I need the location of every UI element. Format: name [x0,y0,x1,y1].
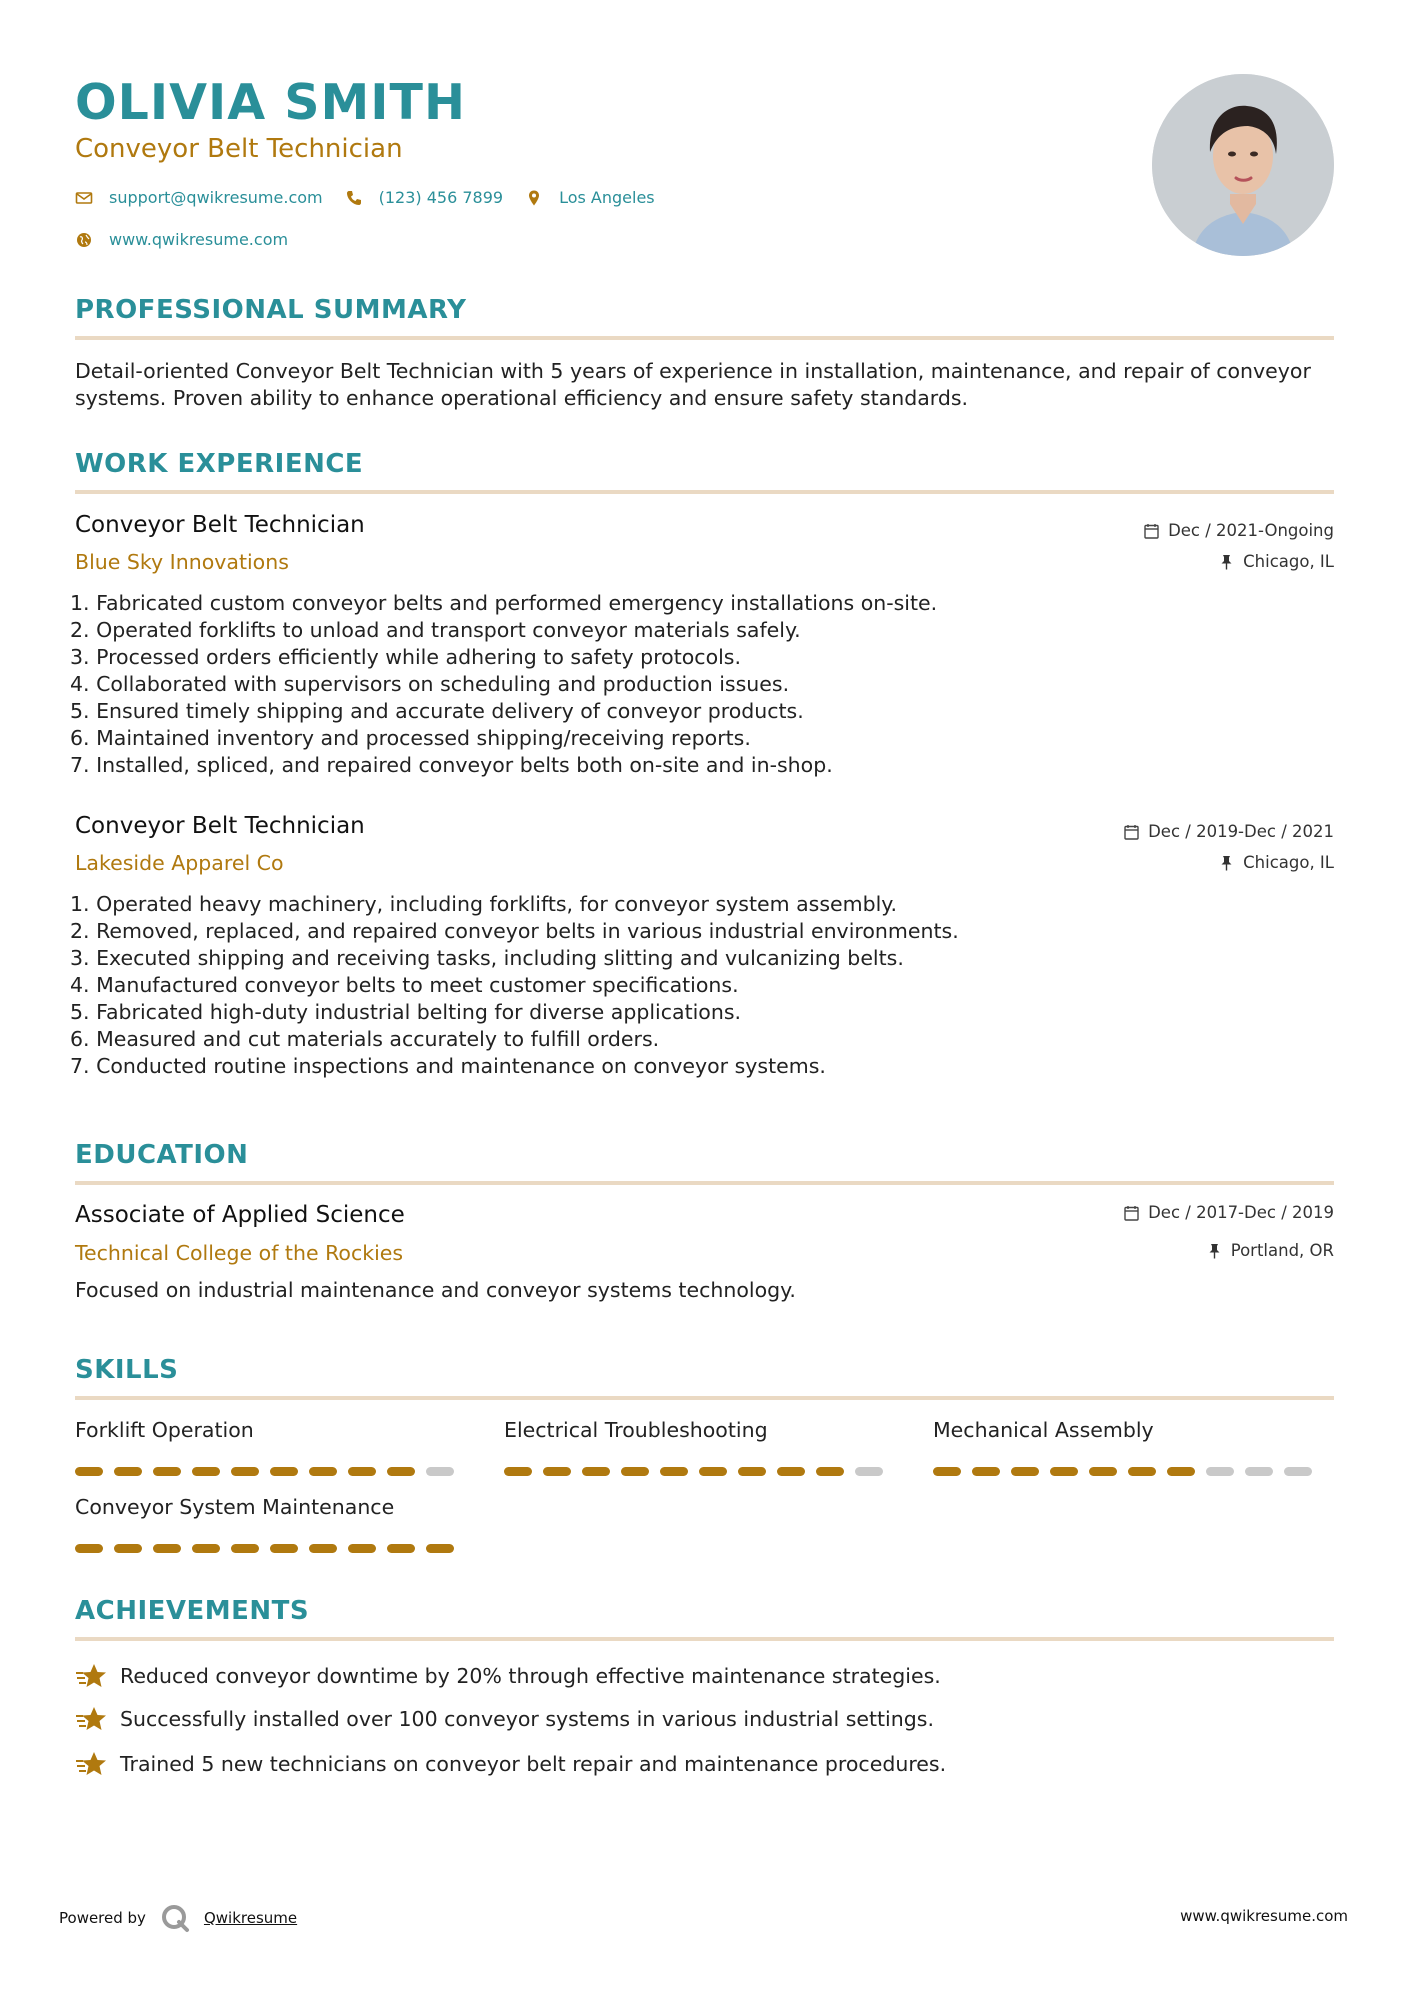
list-item: 5. Ensured timely shipping and accurate delivery of conveyor products. [70,699,804,723]
skill-dot-filled [192,1544,220,1553]
achievement-item [75,1662,941,1690]
qwikresume-logo-icon [160,1903,190,1933]
job-location-text: Chicago, IL [1243,853,1334,872]
experience-heading: WORK EXPERIENCE [75,449,364,479]
job-role: Conveyor Belt Technician [75,512,365,538]
list-item: 7. Conducted routine inspections and maintenance on conveyor systems. [70,1054,826,1078]
experience-divider [75,490,1334,494]
candidate-name: OLIVIA SMITH [75,74,466,131]
profile-photo [1152,74,1334,256]
education-divider [75,1181,1334,1185]
summary-text: Detail-oriented Conveyor Belt Technician with 5 years of experience in installation, maintenance, and repair of conveyor systems. Proven ability to enhance operational efficiency and ensure safety standards. [75,359,1311,410]
powered-by-label: Powered by [59,1909,146,1927]
achievements-divider [75,1637,1334,1641]
skill-dot-filled [1167,1467,1195,1476]
job-dates [1124,822,1334,841]
skill-rating [75,1544,465,1553]
skill-dot-empty [426,1467,454,1476]
calendar-icon [1144,523,1159,539]
skill-dot-filled [504,1467,532,1476]
star-icon [75,1750,107,1778]
brand-link[interactable]: Qwikresume [203,1909,298,1927]
portrait-image [1152,74,1334,256]
list-item: 7. Installed, spliced, and repaired conveyor belts both on-site and in-shop. [70,753,833,777]
skill-dot-filled [231,1544,259,1553]
star-icon [75,1705,107,1733]
calendar-icon [1124,824,1139,840]
skill-dot-filled [933,1467,961,1476]
contact-row [75,188,677,207]
skill-dot-filled [153,1544,181,1553]
skill-dot-empty [855,1467,883,1476]
skill-rating [75,1467,465,1476]
globe-icon [75,231,93,249]
job-dates [1144,521,1334,540]
achievement-text: Reduced conveyor downtime by 20% through effective maintenance strategies. [120,1664,941,1688]
school-name: Technical College of the Rockies [75,1241,404,1265]
list-item: 2. Removed, replaced, and repaired conveyor belts in various industrial environments. [70,919,959,943]
skill-name: Mechanical Assembly [933,1418,1154,1442]
skill-dot-filled [192,1467,220,1476]
skill-name: Conveyor System Maintenance [75,1495,395,1519]
contact-website[interactable] [75,230,288,249]
skill-dot-filled [1050,1467,1078,1476]
achievement-item [75,1705,934,1733]
list-item: 2. Operated forklifts to unload and transport conveyor materials safely. [70,618,801,642]
phone-text: (123) 456 7899 [378,188,504,207]
location-text: Los Angeles [559,188,655,207]
pushpin-icon [1219,855,1234,871]
achievement-item [75,1750,946,1778]
skill-rating [504,1467,894,1476]
skill-dot-filled [75,1467,103,1476]
email-text: support@qwikresume.com [109,188,323,207]
skill-dot-filled [816,1467,844,1476]
skill-dot-filled [621,1467,649,1476]
contact-location [525,188,655,207]
skill-dot-filled [777,1467,805,1476]
pushpin-icon [1207,1243,1222,1259]
job-location-text: Chicago, IL [1243,552,1334,571]
skill-dot-filled [543,1467,571,1476]
achievements-heading: ACHIEVEMENTS [75,1596,310,1626]
summary-heading: PROFESSIONAL SUMMARY [75,295,467,325]
education-location-text: Portland, OR [1230,1241,1334,1260]
star-icon [75,1662,107,1690]
skill-dot-filled [114,1544,142,1553]
summary-divider [75,336,1334,340]
skill-name: Forklift Operation [75,1418,254,1442]
skill-name: Electrical Troubleshooting [504,1418,768,1442]
skill-dot-filled [270,1467,298,1476]
website-text: www.qwikresume.com [109,230,289,249]
skill-dot-filled [153,1467,181,1476]
skill-dot-filled [387,1544,415,1553]
skill-dot-filled [270,1544,298,1553]
phone-icon [345,189,363,207]
skill-dot-filled [660,1467,688,1476]
list-item: 6. Measured and cut materials accurately to fulfill orders. [70,1027,660,1051]
skill-dot-filled [309,1544,337,1553]
job-duties-list [70,590,1250,779]
skill-dot-empty [1245,1467,1273,1476]
map-pin-icon [525,189,543,207]
contact-row-2 [75,230,310,249]
list-item: 3. Processed orders efficiently while adhering to safety protocols. [70,645,742,669]
skill-rating [933,1467,1323,1476]
skills-divider [75,1396,1334,1400]
job-dates-text: Dec / 2021-Ongoing [1168,521,1334,540]
list-item: 1. Fabricated custom conveyor belts and performed emergency installations on-site. [70,591,938,615]
skill-dot-filled [582,1467,610,1476]
contact-phone[interactable] [345,188,503,207]
skill-dot-filled [738,1467,766,1476]
education-location [1207,1241,1334,1260]
skill-dot-filled [75,1544,103,1553]
achievement-text: Successfully installed over 100 conveyor systems in various industrial settings. [120,1707,934,1731]
skill-dot-filled [348,1544,376,1553]
degree-title: Associate of Applied Science [75,1202,405,1228]
skills-heading: SKILLS [75,1355,179,1385]
list-item: 4. Collaborated with supervisors on scheduling and production issues. [70,672,790,696]
skill-dot-filled [972,1467,1000,1476]
education-description: Focused on industrial maintenance and conveyor systems technology. [75,1278,796,1302]
skill-dot-filled [231,1467,259,1476]
footer-website[interactable]: www.qwikresume.com [1180,1907,1348,1925]
education-dates [1124,1203,1334,1222]
job-role: Conveyor Belt Technician [75,813,365,839]
contact-email[interactable] [75,188,323,207]
job-duties-list [70,891,1250,1080]
job-location [1219,552,1334,571]
skill-dot-filled [1089,1467,1117,1476]
skill-dot-filled [114,1467,142,1476]
list-item: 1. Operated heavy machinery, including forklifts, for conveyor system assembly. [70,892,898,916]
skill-dot-filled [426,1544,454,1553]
job-company: Blue Sky Innovations [75,550,289,574]
job-company: Lakeside Apparel Co [75,851,284,875]
list-item: 5. Fabricated high-duty industrial belting for diverse applications. [70,1000,742,1024]
skill-dot-empty [1206,1467,1234,1476]
footer-powered-by [59,1903,297,1933]
job-dates-text: Dec / 2019-Dec / 2021 [1148,822,1334,841]
candidate-title: Conveyor Belt Technician [75,134,403,164]
skill-dot-filled [1011,1467,1039,1476]
list-item: 4. Manufactured conveyor belts to meet customer specifications. [70,973,739,997]
list-item: 6. Maintained inventory and processed shipping/receiving reports. [70,726,751,750]
achievement-text: Trained 5 new technicians on conveyor belt repair and maintenance procedures. [120,1752,947,1776]
skill-dot-filled [1128,1467,1156,1476]
envelope-icon [75,189,93,207]
job-location [1219,853,1334,872]
education-dates-text: Dec / 2017-Dec / 2019 [1148,1203,1334,1222]
pushpin-icon [1219,554,1234,570]
skill-dot-filled [348,1467,376,1476]
skill-dot-empty [1284,1467,1312,1476]
calendar-icon [1124,1205,1139,1221]
skill-dot-filled [387,1467,415,1476]
education-heading: EDUCATION [75,1140,249,1170]
list-item: 3. Executed shipping and receiving tasks, including slitting and vulcanizing belts. [70,946,904,970]
skill-dot-filled [309,1467,337,1476]
skill-dot-filled [699,1467,727,1476]
